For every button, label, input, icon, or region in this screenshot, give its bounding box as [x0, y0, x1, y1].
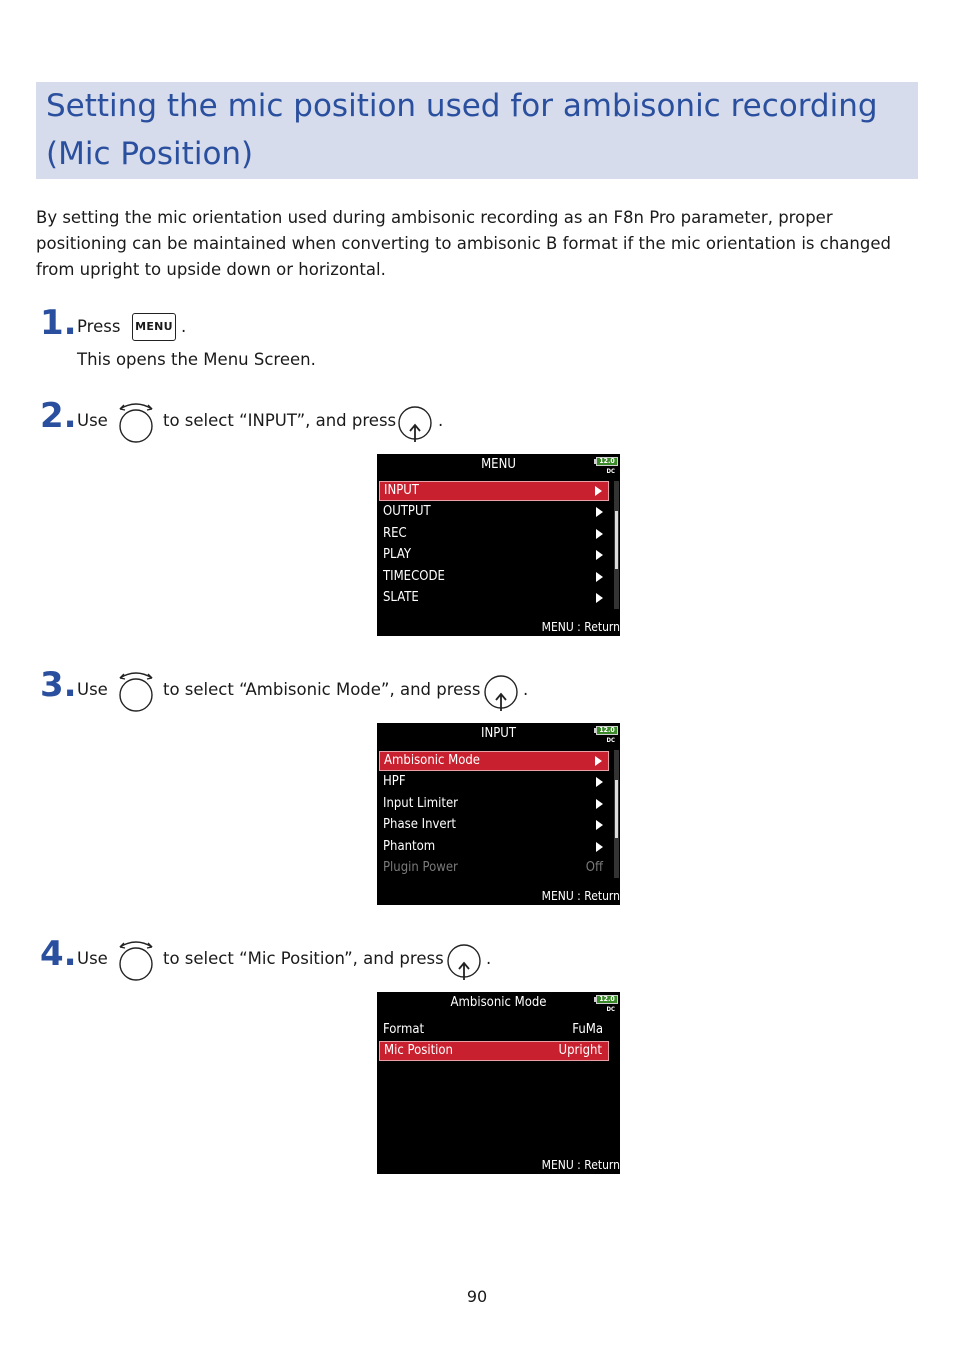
step-3-number: 3.	[40, 665, 77, 705]
input-screen	[377, 723, 620, 905]
ambisonic-mode-screen	[377, 992, 620, 1174]
menu-item-output[interactable]: OUTPUT	[379, 502, 609, 522]
menu-item-phase-invert[interactable]: Phase Invert	[379, 815, 609, 835]
step-4-text-after: .	[486, 949, 492, 968]
step-2-text-middle: to select “INPUT”, and press	[163, 411, 397, 430]
battery-icon: 12.0 DC	[594, 726, 618, 744]
screen-title: Ambisonic Mode	[450, 995, 547, 1010]
chevron-right-icon	[596, 593, 603, 603]
screen-footer: MENU : Return	[541, 620, 620, 634]
step-2-text-after: .	[438, 411, 444, 430]
step-4-text-middle: to select “Mic Position”, and press	[163, 949, 444, 968]
screen-footer: MENU : Return	[541, 1158, 620, 1172]
menu-item-mic-position[interactable]: Mic Position Upright	[379, 1041, 609, 1061]
menu-item-plugin-power: Plugin Power Off	[379, 858, 609, 878]
dial-press-icon	[396, 404, 434, 444]
menu-item-input[interactable]: INPUT	[379, 481, 609, 501]
title-banner	[36, 82, 918, 179]
step-1-text-after: .	[181, 317, 187, 336]
dial-press-icon	[445, 942, 483, 982]
menu-key-icon: MENU	[132, 313, 176, 341]
scrollbar-thumb[interactable]	[615, 511, 618, 569]
scrollbar[interactable]	[614, 750, 619, 878]
format-value: FuMa	[572, 1022, 603, 1037]
step-3-text-middle: to select “Ambisonic Mode”, and press	[163, 680, 481, 699]
chevron-right-icon	[595, 486, 602, 496]
selection-dial-icon	[115, 939, 157, 983]
chevron-right-icon	[596, 572, 603, 582]
battery-icon: 12.0 DC	[594, 457, 618, 475]
step-2-text-before: Use	[77, 411, 108, 430]
chevron-right-icon	[595, 756, 602, 766]
menu-item-slate[interactable]: SLATE	[379, 588, 609, 608]
chevron-right-icon	[596, 550, 603, 560]
menu-item-timecode[interactable]: TIMECODE	[379, 567, 609, 587]
step-3-text-before: Use	[77, 680, 108, 699]
step-3-text-after: .	[523, 680, 529, 699]
page-title: Setting the mic position used for ambisonic recording (Mic Position)	[46, 88, 878, 172]
battery-icon: 12.0 DC	[594, 995, 618, 1013]
menu-item-play[interactable]: PLAY	[379, 545, 609, 565]
chevron-right-icon	[596, 799, 603, 809]
chevron-right-icon	[596, 820, 603, 830]
menu-item-format[interactable]: Format FuMa	[379, 1020, 609, 1040]
dial-press-icon	[482, 673, 520, 713]
menu-item-hpf[interactable]: HPF	[379, 772, 609, 792]
mic-position-value: Upright	[558, 1043, 602, 1058]
menu-item-rec[interactable]: REC	[379, 524, 609, 544]
step-1-description: This opens the Menu Screen.	[77, 350, 316, 369]
intro-paragraph: By setting the mic orientation used during ambisonic recording as an F8n Pro parameter, proper positioning can be maintained when converting to ambisonic B format if the mic orientation is changed from upright to upside down or horizontal.	[36, 208, 891, 279]
step-4-number: 4.	[40, 934, 77, 974]
menu-screen	[377, 454, 620, 636]
chevron-right-icon	[596, 529, 603, 539]
screen-title: MENU	[481, 457, 516, 472]
chevron-right-icon	[596, 777, 603, 787]
selection-dial-icon	[115, 401, 157, 445]
chevron-right-icon	[596, 507, 603, 517]
scrollbar[interactable]	[614, 481, 619, 609]
scrollbar-thumb[interactable]	[615, 780, 618, 838]
menu-item-input-limiter[interactable]: Input Limiter	[379, 794, 609, 814]
step-2-number: 2.	[40, 396, 77, 436]
screen-footer: MENU : Return	[541, 889, 620, 903]
menu-item-ambisonic-mode[interactable]: Ambisonic Mode	[379, 751, 609, 771]
step-4-text-before: Use	[77, 949, 108, 968]
plugin-power-value: Off	[585, 860, 603, 875]
chevron-right-icon	[596, 842, 603, 852]
step-1-number: 1.	[40, 303, 77, 343]
menu-item-phantom[interactable]: Phantom	[379, 837, 609, 857]
selection-dial-icon	[115, 670, 157, 714]
step-1-text-before: Press	[77, 317, 121, 336]
screen-title: INPUT	[481, 726, 516, 741]
page-number: 90	[466, 1287, 488, 1306]
